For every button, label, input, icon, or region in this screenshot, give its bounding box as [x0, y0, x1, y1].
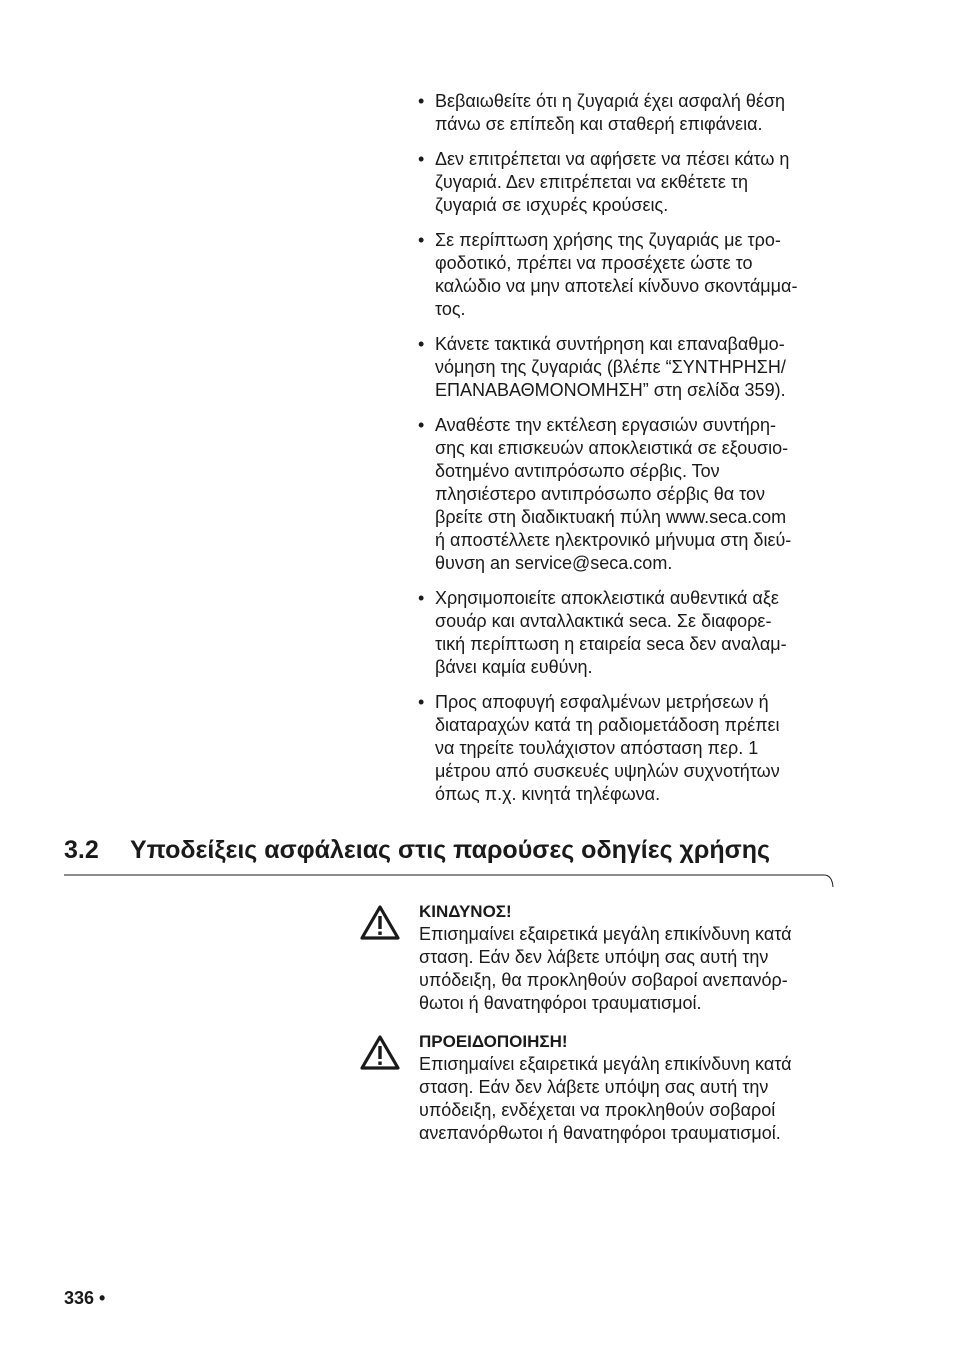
section-title: Υποδείξεις ασφάλειας στις παρούσες οδηγίες χρήσης — [130, 836, 771, 864]
text-line: μέτρου από συσκευές υψηλών συχνοτήτων — [435, 761, 780, 781]
warning-triangle-icon — [360, 904, 400, 940]
bullet-item — [418, 148, 848, 217]
text-line: Σε περίπτωση χρήσης της ζυγαριάς με τρο- — [435, 230, 781, 250]
text-line: σης και επισκευών αποκλειστικά σε εξουσιο- — [435, 438, 789, 458]
section-number: 3.2 — [64, 836, 99, 864]
bullet-symbol: • — [418, 588, 425, 608]
notice-body — [419, 1030, 839, 1145]
bullet-symbol: • — [418, 334, 425, 354]
safety-bullet-list — [418, 90, 848, 818]
section-heading — [64, 834, 770, 866]
text-line: υπόδειξη, ενδέχεται να προκληθούν σοβαροί — [419, 1100, 776, 1120]
warning-triangle-icon — [360, 1034, 400, 1070]
page-number: 336 • — [64, 1288, 106, 1308]
text-line: σουάρ και ανταλλακτικά seca. Σε διαφορε- — [435, 611, 772, 631]
text-line: ανεπανόρθωτοι ή θανατηφόροι τραυματισμοί. — [419, 1123, 781, 1143]
bullet-item — [418, 587, 848, 679]
text-line: ζυγαριά σε ισχυρές κρούσεις. — [435, 195, 669, 215]
text-line: ζυγαριά. Δεν επιτρέπεται να εκθέτετε τη — [435, 172, 749, 192]
text-line: ή αποστέλλετε ηλεκτρονικό μήνυμα στη διεύ- — [435, 530, 792, 550]
text-line: Κάνετε τακτικά συντήρηση και επαναβαθμο- — [435, 334, 785, 354]
bullet-item — [418, 691, 848, 806]
text-line: θυνση an service@seca.com. — [435, 553, 673, 573]
bullet-symbol: • — [418, 230, 425, 250]
text-line: νόμηση της ζυγαριάς (βλέπε “ΣΥΝΤΗΡΗΣΗ/ — [435, 357, 786, 377]
text-line: θωτοι ή θανατηφόροι τραυματισμοί. — [419, 993, 702, 1013]
text-line: τος. — [435, 299, 466, 319]
text-line: Χρησιμοποιείτε αποκλειστικά αυθεντικά αξε — [435, 588, 779, 608]
bullet-item — [418, 90, 848, 136]
text-line: βάνει καμία ευθύνη. — [435, 657, 593, 677]
section-divider — [64, 874, 834, 888]
text-line: σταση. Εάν δεν λάβετε υπόψη σας αυτή την — [419, 1077, 769, 1097]
text-line: Αναθέστε την εκτέλεση εργασιών συντήρη- — [435, 415, 776, 435]
notice-title: ΚΙΝΔΥΝΟΣ! — [419, 902, 512, 921]
text-line: Προς αποφυγή εσφαλμένων μετρήσεων ή — [435, 692, 769, 712]
text-line: φοδοτικό, πρέπει να προσέχετε ώστε το — [435, 253, 753, 273]
notice-title: ΠΡΟΕΙΔΟΠΟΙΗΣΗ! — [419, 1032, 568, 1051]
text-line: δοτημένο αντιπρόσωπο σέρβις. Τον — [435, 461, 720, 481]
notice-body — [419, 900, 839, 1015]
bullet-symbol: • — [418, 692, 425, 712]
bullet-item — [418, 229, 848, 321]
text-line: Επισημαίνει εξαιρετικά μεγάλη επικίνδυνη κατά — [419, 924, 792, 944]
bullet-symbol: • — [418, 415, 425, 435]
bullet-item — [418, 333, 848, 402]
bullet-symbol: • — [418, 149, 425, 169]
text-line: υπόδειξη, θα προκληθούν σοβαροί ανεπανόρ- — [419, 970, 788, 990]
text-line: τική περίπτωση η εταιρεία seca δεν αναλαμ- — [435, 634, 787, 654]
text-line: Βεβαιωθείτε ότι η ζυγαριά έχει ασφαλή θέση — [435, 91, 785, 111]
text-line: διαταραχών κατά τη ραδιομετάδοση πρέπει — [435, 715, 780, 735]
text-line: Δεν επιτρέπεται να αφήσετε να πέσει κάτω η — [435, 149, 790, 169]
text-line: πάνω σε επίπεδη και σταθερή επιφάνεια. — [435, 114, 763, 134]
text-line: πλησιέστερο αντιπρόσωπο σέρβις θα τον — [435, 484, 766, 504]
text-line: ΕΠΑΝΑΒΑΘΜΟΝΟΜΗΣΗ” στη σελίδα 359). — [435, 380, 786, 400]
text-line: να τηρείτε τουλάχιστον απόσταση περ. 1 — [435, 738, 759, 758]
text-line: Επισημαίνει εξαιρετικά μεγάλη επικίνδυνη κατά — [419, 1054, 792, 1074]
text-line: σταση. Εάν δεν λάβετε υπόψη σας αυτή την — [419, 947, 769, 967]
bullet-item — [418, 414, 848, 575]
bullet-symbol: • — [418, 91, 425, 111]
text-line: βρείτε στη διαδικτυακή πύλη www.seca.com — [435, 507, 787, 527]
text-line: όπως π.χ. κινητά τηλέφωνα. — [435, 784, 661, 804]
text-line: καλώδιο να μην αποτελεί κίνδυνο σκοντάμμα- — [435, 276, 798, 296]
